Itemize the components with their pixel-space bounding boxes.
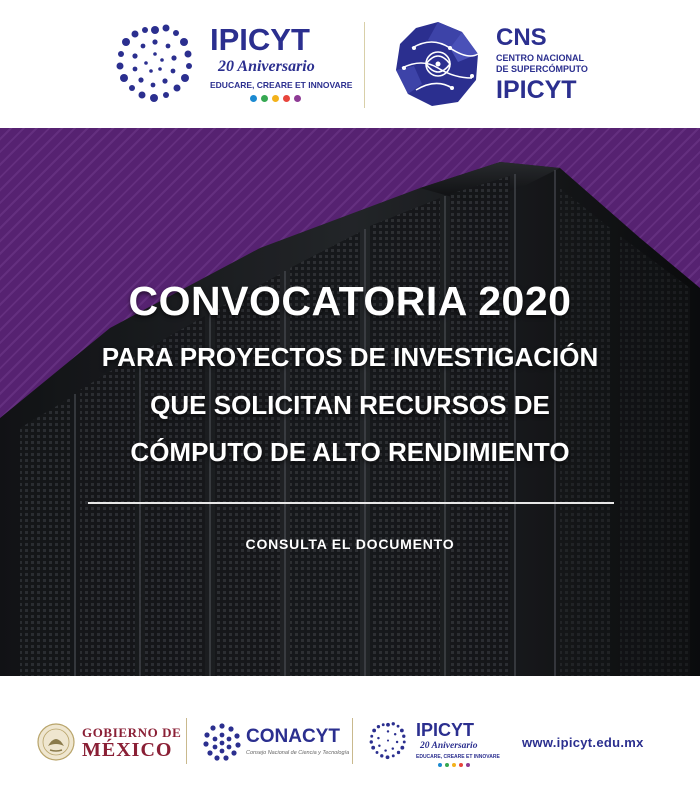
- dot-icon: [261, 95, 268, 102]
- dot-icon: [283, 95, 290, 102]
- dot-icon: [452, 763, 456, 767]
- cns-emblem-icon: [392, 18, 484, 110]
- hero-subtitle-line1: PARA PROYECTOS DE INVESTIGACIÓN: [101, 342, 599, 372]
- hero-title: CONVOCATORIA 2020: [128, 278, 572, 324]
- cns-short: CNS: [496, 24, 547, 51]
- conacyt-wordmark: CONACYT: [246, 726, 340, 747]
- dot-icon: [272, 95, 279, 102]
- hero-divider: [88, 502, 614, 504]
- footer-ipicyt-wordmark: IPICYT: [416, 720, 475, 740]
- dot-icon: [438, 763, 442, 767]
- footer-divider: [352, 718, 353, 764]
- conacyt-subtitle: Consejo Nacional de Ciencia y Tecnología: [246, 750, 350, 756]
- hero-banner: [0, 128, 700, 676]
- cns-line1: CENTRO NACIONAL: [496, 53, 584, 63]
- cns-org: IPICYT: [496, 76, 577, 104]
- gobierno-line2: MÉXICO: [82, 739, 173, 761]
- hero-subtitle-line3: CÓMPUTO DE ALTO RENDIMIENTO: [130, 437, 570, 467]
- dot-icon: [466, 763, 470, 767]
- cns-line2: DE SUPERCÓMPUTO: [496, 64, 588, 74]
- dot-icon: [445, 763, 449, 767]
- ipicyt-tagline: EDUCARE, CREARE ET INNOVARE: [210, 80, 353, 90]
- header-divider: [364, 22, 365, 108]
- header: [0, 0, 700, 128]
- footer-ipicyt-tagline: EDUCARE, CREARE ET INNOVARE: [416, 754, 500, 760]
- dot-icon: [459, 763, 463, 767]
- gobierno-line1: GOBIERNO DE: [82, 725, 182, 740]
- ipicyt-color-dots: [250, 95, 301, 102]
- conacyt-dots-icon: [202, 722, 242, 762]
- footer-ipicyt-color-dots: [438, 763, 470, 767]
- dot-icon: [294, 95, 301, 102]
- ipicyt-spiral-icon: [110, 18, 200, 110]
- footer-divider: [186, 718, 187, 764]
- ipicyt-logo: [110, 18, 353, 110]
- consult-document-link[interactable]: CONSULTA EL DOCUMENTO: [245, 536, 455, 552]
- ipicyt-wordmark: IPICYT: [210, 22, 310, 57]
- cns-logo: [392, 18, 602, 110]
- footer-ipicyt-anniversary: 20 Aniversario: [420, 741, 478, 751]
- footer: [0, 676, 700, 808]
- ipicyt-spiral-icon: [366, 719, 410, 763]
- website-link[interactable]: www.ipicyt.edu.mx: [522, 735, 644, 750]
- mexico-coat-of-arms-icon: [36, 722, 76, 762]
- dot-icon: [250, 95, 257, 102]
- ipicyt-anniversary: 20 Aniversario: [218, 58, 315, 75]
- hero-subtitle-line2: QUE SOLICITAN RECURSOS DE: [150, 390, 550, 420]
